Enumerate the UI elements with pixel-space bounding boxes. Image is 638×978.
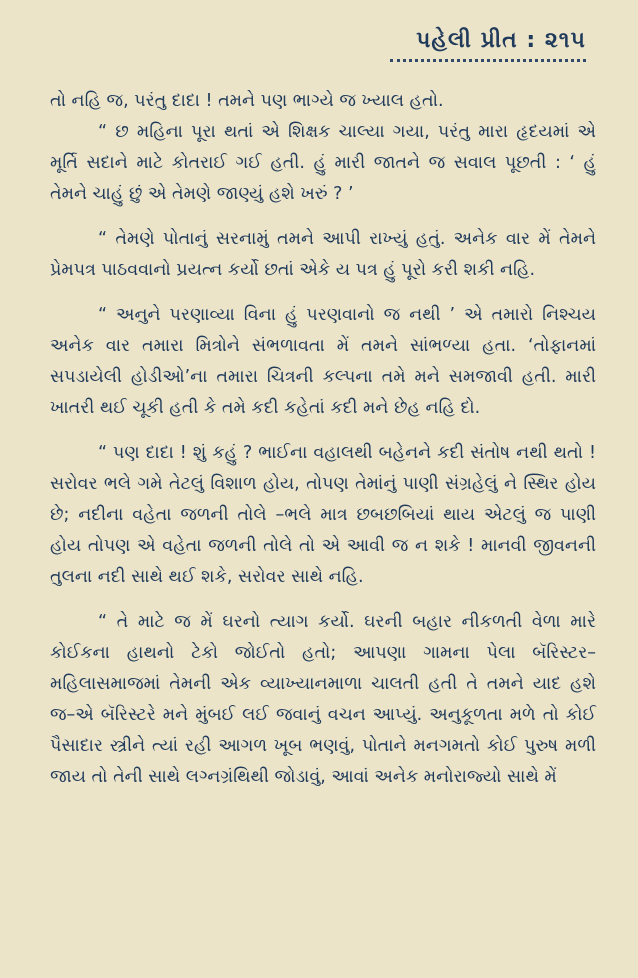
paragraph-4: “ અનુને પરણાવ્યા વિના હું પરણવાનો જ નથી ’ એ તમારો નિશ્ચય અનેક વાર તમારા મિત્રોને સંભળાવતા મેં તમને સાંભળ્યા હતા. ‘તોફાનમાં સપડાયેલી હોડીઓ’ના તમારા ચિત્રની કલ્પના તમે મને સમજાવી હતી. મારી ખાતરી થઈ ચૂકી હતી કે તમે કદી કહેતાં કદી મને છેહ નહિ દો.	[50, 305, 596, 418]
paragraph-3: “ તેમણે પોતાનું સરનામું તમને આપી રાખ્યું હતું. અનેક વાર મેં તેમને પ્રેમપત્ર પાઠવવાનો પ્રયત્ન કર્યો છતાં એકે ય પત્ર હું પૂરો કરી શકી નહિ.	[50, 229, 596, 280]
body-text	[50, 86, 596, 793]
page-header-title: પહેલી પ્રીત : ૨૧૫	[416, 28, 586, 53]
paragraph-6: “ તે માટે જ મેં ઘરનો ત્યાગ કર્યો. ઘરની બહાર નીકળતી વેળા મારે કોઈકના હાથનો ટેકો જોઈતો હતો; આપણા ગામના પેલા બૅરિસ્ટર– મહિલાસમાજમાં તેમની એક વ્યાખ્યાનમાળા ચાલતી હતી તે તમને યાદ હશે જ–એ બૅરિસ્ટરે મને મુંબઈ લઈ જવાનું વચન આપ્યું. અનુકૂળતા મળે તો કોઈ પૈસાદાર સ્ત્રીને ત્યાં રહી આગળ ખૂબ ભણવું, પોતાને મનગમતો કોઈ પુરુષ મળી જાય તો તેની સાથે લગ્નગ્રંથિથી જોડાવું, આવાં અનેક મનોરાજ્યો સાથે મેં	[50, 612, 596, 787]
paragraph-5: “ પણ દાદા ! શું કહું ? ભાઈના વહાલથી બહેનને કદી સંતોષ નથી થતો ! સરોવર ભલે ગમે તેટલું વિશાળ હોય, તોપણ તેમાંનું પાણી સંગ્રહેલું ને સ્થિર હોય છે; નદીના વહેતા જળની તોલે –ભલે માત્ર છબછબિયાં થાય એટલું જ પાણી હોય તોપણ એ વહેતા જળની તોલે તો એ આવી જ ન શકે ! માનવી જીવનની તુલના નદી સાથે થઈ શકે, સરોવર સાથે નહિ.	[50, 443, 596, 587]
running-header	[50, 28, 596, 62]
paragraph-2: “ છ મહિના પૂરા થતાં એ શિક્ષક ચાલ્યા ગયા, પરંતુ મારા હૃદયમાં એ મૂર્તિ સદાને માટે કોતરાઈ ગઈ હતી. હું મારી જાતને જ સવાલ પૂછતી : ‘ હું તેમને ચાહું છું એ તેમણે જાણ્યું હશે ખરું ? ’	[50, 122, 596, 204]
paragraph-1: તો નહિ જ, પરંતુ દાદા ! તમને પણ ભાગ્યે જ ખ્યાલ હતો.	[50, 91, 444, 111]
header-dotted-rule	[390, 55, 586, 62]
